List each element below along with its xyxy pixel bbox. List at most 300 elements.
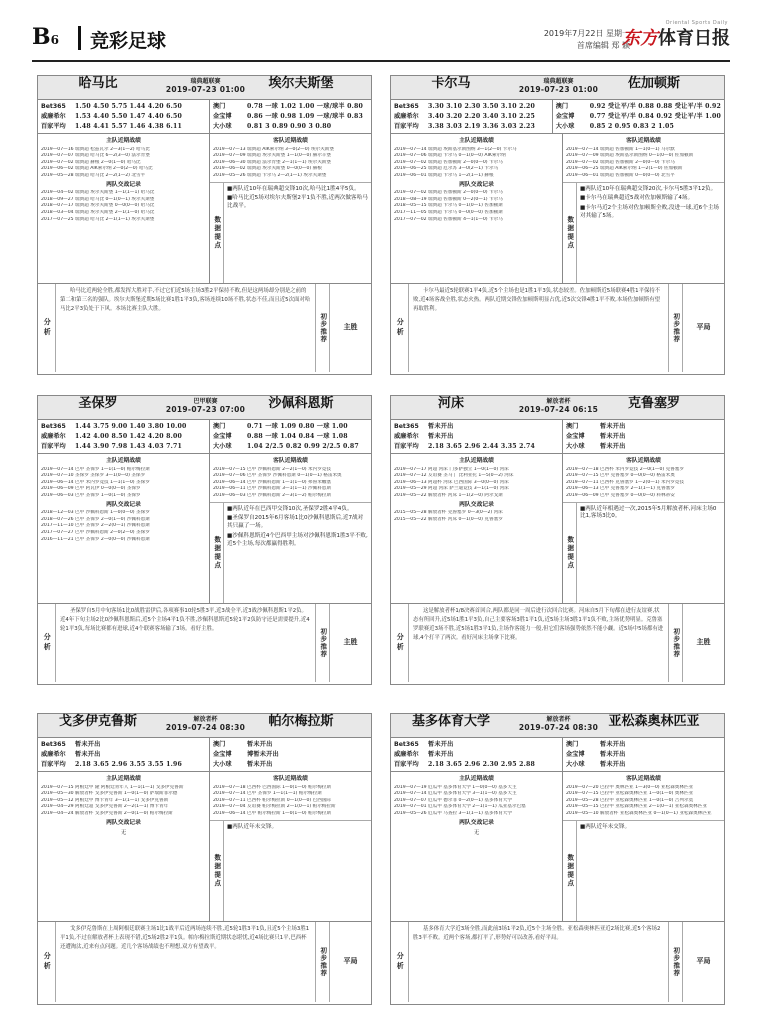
odds-label: 百家平均 <box>41 443 66 451</box>
tips-list <box>224 821 371 921</box>
odds-value: 3.38 3.03 2.19 3.36 3.03 2.23 <box>428 123 535 131</box>
odds-row-over-under <box>213 760 368 770</box>
odds-value: 暂未开出 <box>600 761 626 769</box>
record-row: 2019—06—02 瑞典超 埃尔夫斯堡 0—0(0—0) 赫根 <box>213 166 322 172</box>
record-row: 2019—07—13 瑞典超 AIK索尔纳 3—0(2—0) 埃尔夫斯堡 <box>213 146 334 152</box>
record-row: 2019—07—15 巴甲 沙佩科恩斯 2—2(1—0) 米内罗竞技 <box>213 466 331 472</box>
record-row: 2019—07—20 巴拉甲 奥林匹亚 1—3(0—0) 亚松森奥林匹亚 <box>566 784 694 790</box>
record-row: 2019—07—07 瑞典超 哈马比 6—2(3—0) 法尔肯堡 <box>41 153 150 159</box>
home-records <box>391 454 563 603</box>
analysis-section <box>391 284 724 372</box>
tips-label: 数据提点 <box>210 503 224 603</box>
league-name: 解放者杯 <box>193 716 218 723</box>
odds-label: 大小球 <box>213 123 232 131</box>
title-divider <box>78 26 81 50</box>
odds-label: 威廉希尔 <box>394 751 419 759</box>
analysis-label: 分析 <box>391 284 409 372</box>
match-header <box>391 76 724 100</box>
odds-row-over-under <box>556 122 721 132</box>
record-row: 2019—04—29 阿根廷超 戈多伊克鲁斯 2—2(1—1) 博卡青年 <box>41 804 169 810</box>
asian-odds <box>210 738 371 771</box>
home-team: 哈马比 <box>78 76 118 91</box>
away-and-tips <box>563 772 724 921</box>
odds-row-macau <box>213 740 368 750</box>
odds-value: 暂未开出 <box>247 761 273 769</box>
league-name: 解放者杯 <box>546 716 571 723</box>
odds-row-jinbao <box>213 112 368 122</box>
tips-label: 数据提点 <box>563 503 577 603</box>
record-row: 2019—07—17 阿超 河床 门多萨独立 1—0(1—0) 河床 <box>394 466 509 472</box>
records-section <box>391 134 724 284</box>
away-and-tips <box>210 134 371 283</box>
away-records <box>210 134 371 183</box>
odds-row-bet365 <box>394 422 559 432</box>
record-row: 2017—07—02 瑞典超 佐加顿斯 4—1(1—0) 卡尔马 <box>394 216 503 222</box>
home-team: 卡尔马 <box>431 76 471 91</box>
analysis-label: 分析 <box>38 604 56 682</box>
records-section <box>391 454 724 604</box>
odds-row-average <box>394 760 559 770</box>
odds-row-macau <box>566 740 721 750</box>
odds-value: 暂未开出 <box>600 741 626 749</box>
data-tips <box>210 503 371 603</box>
analysis-text: 戈多伊克鲁斯在上周阿根廷联赛主场1比1战平后近两场连续不胜,近5轮1胜3平1负,且近5个主场3胜1平1负,不过在解放者杯上表现不错,近5场2胜2平1负。帕尔梅拉斯近期状态堪忧,近4场比赛只1平,巴西杯还遭淘汰,近来有点问题。近几个客场战绩也不理想,双方有望战平。 <box>60 926 310 950</box>
odds-value: 3.30 3.10 2.30 3.50 3.10 2.20 <box>428 103 535 111</box>
h2h-title: 两队交战记录 <box>459 501 494 508</box>
odds-row-over-under <box>566 442 721 452</box>
analysis-label: 分析 <box>38 284 56 372</box>
home-records <box>38 454 210 603</box>
record-row: 2019—06—13 阿超杯 河床 巴西国际 3—0(0—0) 河床 <box>394 479 509 485</box>
record-row: 2019—07—14 巴甲 圣保罗 1—1(1—1) 帕尔梅拉斯 <box>213 791 322 797</box>
h2h-none: 无 <box>120 830 127 837</box>
home-records <box>391 772 563 921</box>
record-row: 2019—06—25 瑞典超 AIK索尔纳 1—2(1—0) 佐加顿斯 <box>566 166 683 172</box>
data-tips <box>210 183 371 283</box>
odds-value: 暂未开出 <box>428 433 454 441</box>
odds-value: 0.88 一球 1.04 0.84 一球 1.08 <box>247 433 348 441</box>
tips-list <box>224 503 371 603</box>
record-row: 2019—07—09 瑞典超 埃尔夫斯堡 1—1(0—0) 赫尔辛堡 <box>213 153 331 159</box>
record-row: 2019—07—15 巴甲 克鲁塞罗 0—0(0—0) 格雷米奥 <box>566 473 675 479</box>
away-team: 亚松森奥林匹亚 <box>608 714 700 729</box>
odds-value: 0.71 一球 1.09 0.80 一球 1.00 <box>247 423 348 431</box>
away-records <box>563 134 724 183</box>
odds-label: 金宝博 <box>555 113 575 121</box>
record-row: 2018—05—15 瑞典超 卡尔马 0—1(0—1) 佐加顿斯 <box>394 203 503 209</box>
recommend-label: 初步推荐 <box>316 604 330 682</box>
record-row: 2019—07—02 瑞典超 赫根 2—0(1—0) 哈马比 <box>41 159 141 165</box>
analysis-section <box>38 922 371 1002</box>
editors: 首席编辑 郑 颖 <box>576 41 630 50</box>
data-tips <box>563 183 724 283</box>
odds-label: 澳门 <box>213 741 226 749</box>
record-row: 2019—07—04 友谊赛 帕尔梅拉斯 2—1(0—1) 帕尔梅拉斯 <box>213 804 336 810</box>
league-name: 巴甲联赛 <box>193 398 218 405</box>
odds-label: 澳门 <box>555 103 569 111</box>
odds-row-william-hill <box>394 750 559 760</box>
away-team: 帕尔梅拉斯 <box>268 714 334 729</box>
record-row: 2019—05—30 解放者杯 戈多伊克鲁斯 1—0(1—0) 萨瑞斯菲尔德 <box>41 791 178 797</box>
record-row: 2019—06—09 巴甲 阿瓦伊 0—0(0—0) 圣保罗 <box>41 486 141 492</box>
record-row: 2018—09—27 瑞典超 哈马比 0—1(0—1) 埃尔夫斯堡 <box>41 196 155 202</box>
european-odds <box>38 420 210 453</box>
asian-odds <box>553 100 724 133</box>
odds-label: Bet365 <box>41 103 66 111</box>
tip-item: ■两队近10年在瑞典超交锋20次,卡尔马5胜3平12负。 <box>580 185 717 192</box>
record-row: 2019—05—22 解放者杯 河床 1—1(2—0) 阿尔戈斯 <box>394 492 503 498</box>
record-row: 2019—07—18 巴西杯 巴西国际 1—0(1—0) 帕尔梅拉斯 <box>213 784 331 790</box>
odds-row-jinbao <box>213 750 368 760</box>
match-card <box>37 713 372 1005</box>
odds-value: 暂未开出 <box>600 751 626 759</box>
data-tips <box>563 821 724 921</box>
masthead <box>32 20 730 64</box>
away-recent-title: 客队近期战绩 <box>273 458 308 464</box>
odds-value: 暂未开出 <box>600 423 626 431</box>
record-row: 2019—07—12 友谊赛 圣马丁 比利亚托 1—5(0—2) 河床 <box>394 473 514 479</box>
recommendation <box>315 284 371 372</box>
record-row: 2019—07—06 巴甲 圣保罗 沙佩科恩斯 0—1(0—1) 格雷米奥 <box>213 473 342 479</box>
record-row: 2019—07—19 厄瓜甲 基多体育大学 1—0(0—0) 基多天主 <box>394 784 517 790</box>
recommend-label: 初步推荐 <box>316 284 330 372</box>
home-team: 基多体育大学 <box>411 714 490 729</box>
recommend-value: 主胜 <box>343 323 358 332</box>
away-recent-title: 客队近期战绩 <box>626 458 661 464</box>
away-recent-title: 客队近期战绩 <box>626 138 661 144</box>
recommend-label: 初步推荐 <box>316 922 330 1002</box>
asian-odds <box>563 738 724 771</box>
league-name: 瑞典超联赛 <box>543 78 574 85</box>
away-and-tips <box>210 772 371 921</box>
odds-value: 2.18 3.65 2.96 2.44 3.35 2.74 <box>428 443 535 451</box>
record-row: 2017—07—27 巴甲 沙佩科恩斯 2—0(2—0) 圣保罗 <box>41 529 150 535</box>
record-row: 2019—06—03 巴甲 沙佩科恩斯 2—3(1—2) 帕尔梅拉斯 <box>213 492 331 498</box>
record-row: 2019—07—14 厄瓜甲 基多体育大学 3—1(1—0) 基多天主 <box>394 791 517 797</box>
record-row: 2017—11—10 巴甲 圣保罗 2—2(0—1) 沙佩科恩斯 <box>41 523 150 529</box>
record-row: 2019—07—15 阿根廷甲 隆 阿根廷青年人 1—1(1—1) 戈多伊克鲁斯 <box>41 784 184 790</box>
tip-item: ■两队近年相遇过一次,2015年5月解放者杯,河床主场0比1,客场3比0。 <box>580 505 717 520</box>
tip-item: ■两队近年未交锋。 <box>580 823 631 830</box>
odds-value: 暂未开出 <box>75 741 101 749</box>
odds-value: 1.53 4.40 5.50 1.47 4.40 6.50 <box>75 113 182 121</box>
analysis-label: 分析 <box>391 604 409 682</box>
analysis-section <box>38 284 371 372</box>
issue-date: 2019年7月22日 星期一 <box>543 29 630 38</box>
recommendation <box>315 922 371 1002</box>
recommend-label: 初步推荐 <box>669 284 683 372</box>
recommend-value: 平局 <box>696 323 711 332</box>
asian-odds <box>563 420 724 453</box>
odds-label: 澳门 <box>213 103 226 111</box>
record-row: 2019—07—11 巴西杯 克鲁塞罗 1—2(0—1) 米内罗竞技 <box>566 479 684 485</box>
odds-value: 0.81 3 0.89 0.90 3 0.80 <box>247 123 332 131</box>
away-records <box>563 454 724 503</box>
analysis-label: 分析 <box>38 922 56 1002</box>
away-team: 佐加顿斯 <box>627 76 680 91</box>
home-team: 河床 <box>437 396 464 411</box>
match-card <box>37 395 372 685</box>
odds-row-over-under <box>213 122 368 132</box>
tip-item: ■两队近10年在瑞典超交锋10次,哈马比1胜4平5负。 <box>227 185 360 192</box>
paper-english-name: Oriental Sports Daily <box>665 20 728 26</box>
match-time: 2019-07-24 08:30 <box>165 722 246 732</box>
odds-row-macau <box>556 102 721 112</box>
record-row: 2019—05—12 阿根廷甲 博卡青年 3—1(1—1) 戈多伊克鲁斯 <box>41 797 169 803</box>
recommendation <box>315 604 371 682</box>
european-odds <box>391 420 563 453</box>
odds-label: 百家平均 <box>394 443 419 451</box>
odds-value: 暂未开出 <box>247 741 273 749</box>
tips-label: 数据提点 <box>210 183 224 283</box>
date-line <box>544 28 630 52</box>
match-card <box>390 75 725 375</box>
record-row: 2018—07—26 巴甲 圣保罗 2—0(1—0) 沙佩科恩斯 <box>41 516 150 522</box>
match-time: 2019-07-23 01:00 <box>518 84 599 94</box>
odds-value: 2.18 3.65 2.96 2.30 2.95 2.88 <box>428 761 535 769</box>
record-row: 2019—05—15 巴拉甲 亚松森奥林匹亚 2—1(0—1) 亚松森奥林匹亚 <box>566 804 707 810</box>
odds-row-average <box>394 122 549 132</box>
odds-row-william-hill <box>41 750 206 760</box>
h2h-title: 两队交战记录 <box>106 181 141 188</box>
odds-label: Bet365 <box>41 741 66 749</box>
recommendation <box>668 284 724 372</box>
match-card <box>390 713 725 1005</box>
asian-odds <box>210 100 371 133</box>
match-header <box>391 714 724 738</box>
asian-odds <box>210 420 371 453</box>
odds-label: 大小球 <box>213 443 232 451</box>
records-section <box>391 772 724 922</box>
odds-table <box>391 100 724 134</box>
odds-row-jinbao <box>213 432 368 442</box>
away-records <box>210 454 371 503</box>
record-row: 2019—07—09 瑞典超 埃斯基尔斯图纳 0—1(0—0) 佐加顿斯 <box>566 153 694 159</box>
odds-row-william-hill <box>394 112 549 122</box>
record-row: 2019—07—07 厄瓜甲 德尔菲 0—2(0—1) 基多体育大学 <box>394 797 512 803</box>
odds-row-average <box>394 442 559 452</box>
odds-value: 1.04 2/2.5 0.82 0.99 2/2.5 0.87 <box>247 443 359 451</box>
odds-label: 金宝博 <box>213 113 232 121</box>
odds-value: 0.85 2 0.95 0.83 2 1.05 <box>589 123 674 131</box>
record-row: 2018—07—17 瑞典超 埃尔夫斯堡 0—0(0—0) 哈马比 <box>41 203 155 209</box>
match-time: 2019-07-23 07:00 <box>165 404 246 414</box>
away-team: 埃尔夫斯堡 <box>268 76 334 91</box>
odds-table <box>38 420 371 454</box>
record-row: 2019—05—26 厄瓜甲 马查拉 3—1(1—1) 基多体育大学 <box>394 810 512 816</box>
tips-list <box>577 183 724 283</box>
odds-row-macau <box>213 102 368 112</box>
odds-label: 澳门 <box>566 423 579 431</box>
tip-item: ■卡尔马在瑞典超近5战对佐加顿斯输了4场。 <box>580 195 694 202</box>
odds-table <box>391 420 724 454</box>
odds-value: 2.18 3.65 2.96 3.55 3.55 1.96 <box>75 761 182 769</box>
h2h-title: 两队交战记录 <box>459 819 494 826</box>
odds-label: 百家平均 <box>41 123 66 131</box>
odds-label: 威廉希尔 <box>41 433 66 441</box>
record-row: 2019—06—14 巴甲 米内罗竞技 1—1(1—0) 圣保罗 <box>41 479 150 485</box>
recommend-label: 初步推荐 <box>669 604 683 682</box>
record-row: 2017—07—25 瑞典超 哈马比 2—1(1—1) 埃尔夫斯堡 <box>41 216 155 222</box>
record-row: 2018—08—19 瑞典超 佐加顿斯 0—2(0—1) 卡尔马 <box>394 196 503 202</box>
home-recent-title: 主队近期战绩 <box>106 458 141 464</box>
odds-value: 0.78 一球 1.02 1.00 一球/球半 0.80 <box>247 103 364 111</box>
analysis-text: 这是解放者杯1/8决赛首回合,两队都是同一周后进行次回合比赛。河床自5月下旬都在进行友谊赛,状态有所回升,近5场1胜1平3负,自己主要客场3胜1平1负,近5场主场3胜1平1负不败,主场优势明显。克鲁塞罗联赛近3场不胜,近5场1胜3平1负,主场作客能力一般,但它们客场强势依然不能小觑。近5场中5场都有进球,4个打平了两次。看好河床主场拿下比赛。 <box>413 608 664 641</box>
record-row: 2019—07—10 圣保罗 圣保罗 3—1(0—0) 圣保罗 <box>41 473 146 479</box>
record-row: 2018—03—04 瑞典超 埃尔夫斯堡 2—1(1—0) 哈马比 <box>41 209 155 215</box>
record-row: 2019—06—09 巴甲 克鲁塞罗 0—0(0—0) 科林蒂安 <box>566 492 675 498</box>
home-records <box>38 772 210 921</box>
match-card <box>390 395 725 685</box>
home-team: 圣保罗 <box>78 396 118 411</box>
record-row: 2019—07—16 瑞典超 松兹瓦尔 2—3(1—2) 哈马比 <box>41 146 150 152</box>
away-recent-title: 客队近期战绩 <box>273 138 308 144</box>
home-recent-title: 主队近期战绩 <box>459 458 494 464</box>
record-row: 2019—06—25 瑞典超 厄尔苏 3—0(2—1) 卡尔马 <box>394 166 499 172</box>
odds-label: 百家平均 <box>394 123 419 131</box>
european-odds <box>38 100 210 133</box>
odds-value: 暂未开出 <box>428 741 454 749</box>
record-row: 2019—07—11 巴西杯 帕尔梅拉斯 0—1(0—0) 巴西国际 <box>213 797 331 803</box>
odds-row-macau <box>566 422 721 432</box>
recommendation <box>668 922 724 1002</box>
odds-value: 0.77 受让平/半 0.84 0.92 受让平/半 1.00 <box>589 113 721 121</box>
odds-value: 1.50 4.50 5.75 1.44 4.20 6.50 <box>75 103 182 111</box>
record-row: 2019—06—02 瑞典超 AIK索尔纳 2—0(2—0) 哈马比 <box>41 166 153 172</box>
odds-label: 威廉希尔 <box>394 113 419 121</box>
home-recent-title: 主队近期战绩 <box>106 138 141 144</box>
record-row: 2015—05—22 解放者杯 河床 0—1(0—0) 克鲁塞罗 <box>394 516 503 522</box>
odds-label: Bet365 <box>41 423 66 431</box>
data-tips <box>210 821 371 921</box>
record-row: 2019—07—14 瑞典超 埃斯基尔斯图纳 3—1(2—0) 卡尔马 <box>394 146 517 152</box>
analysis-section <box>391 604 724 682</box>
odds-row-jinbao <box>566 750 721 760</box>
record-row: 2019—06—30 瑞典超 法尔肯堡 2—1(1—1) 埃尔夫斯堡 <box>213 159 331 165</box>
match-card <box>37 75 372 375</box>
tips-label: 数据提点 <box>563 821 577 921</box>
h2h-none: 无 <box>473 830 480 837</box>
record-row: 2019—07—02 瑞典超 佐加顿斯 2—0(0—0) 卡尔马 <box>394 190 503 196</box>
tips-list <box>577 821 724 921</box>
odds-row-jinbao <box>566 432 721 442</box>
away-and-tips <box>210 454 371 603</box>
tips-label: 数据提点 <box>210 821 224 921</box>
tips-label: 数据提点 <box>563 183 577 283</box>
masthead-rule <box>32 60 730 62</box>
league-name: 瑞典超联赛 <box>190 78 221 85</box>
odds-label: 百家平均 <box>41 761 66 769</box>
section-title: 竞彩足球 <box>90 30 167 52</box>
odds-value: 0.92 受让平/半 0.88 0.88 受让平/半 0.92 <box>589 103 721 111</box>
odds-label: Bet365 <box>394 423 419 431</box>
odds-value: 博暂未开出 <box>247 751 279 759</box>
tip-item: ■卡尔马近2个主场对佐加顿斯全败,没进一球,近6个主场对其输了5场。 <box>580 205 720 219</box>
record-row: 2019—04—24 解放者杯 戈多伊克鲁斯 2—0(1—0) 帕尔梅拉斯 <box>41 810 173 816</box>
record-row: 2015—05—28 解放者杯 克鲁塞罗 0—3(0—2) 河床 <box>394 510 503 516</box>
odds-value: 暂未开出 <box>428 751 454 759</box>
away-team: 沙佩科恩斯 <box>268 396 334 411</box>
odds-value: 暂未开出 <box>75 751 101 759</box>
away-and-tips <box>563 454 724 603</box>
away-and-tips <box>563 134 724 283</box>
odds-label: 澳门 <box>213 423 226 431</box>
record-row: 2019—05—29 阿超 河床 萨兰迪竞技 3—1(1—0) 河床 <box>394 486 509 492</box>
odds-label: 大小球 <box>566 761 585 769</box>
paper-logo: 东方体育日报 <box>622 28 730 49</box>
odds-label: Bet365 <box>394 741 419 749</box>
odds-table <box>38 100 371 134</box>
home-recent-title: 主队近期战绩 <box>459 138 494 144</box>
record-row: 2019—05—28 瑞典超 哈马比 2—2(1—2) 北雪平 <box>41 172 146 178</box>
odds-row-william-hill <box>41 432 206 442</box>
record-row: 2019—05—28 巴拉甲 亚松森奥林匹亚 1—0(1—0) 吉列尔莫 <box>566 797 694 803</box>
record-row: 2019—07—01 厄瓜甲 基多体育大学 2—1(1—1) 瓜亚基尔巴塞 <box>394 804 526 810</box>
odds-row-macau <box>213 422 368 432</box>
odds-row-william-hill <box>41 112 206 122</box>
record-row: 2019—07—18 巴西杯 米内罗竞技 2—0(1—0) 克鲁塞罗 <box>566 466 684 472</box>
tip-item: ■圣保罗自2015年6月客场1比0沙佩科恩斯后,近7战对其只赢了一场。 <box>227 515 364 530</box>
analysis-text: 哈马比近两轮全胜,都发挥大胜对手,不过它们近5场主场3胜2平保持不败,但是这两场却分别是之前的第二和第三名的强队。埃尔夫斯堡近期5场比赛1胜1平3负,客场连续10场不胜,状态不佳,而且近5次面对哈马比2平3负处于下风。本场比赛主队大胜。 <box>60 288 311 312</box>
match-header <box>38 76 371 100</box>
home-recent-title: 主队近期战绩 <box>106 776 141 782</box>
away-records <box>210 772 371 821</box>
odds-row-william-hill <box>394 432 559 442</box>
home-team: 戈多伊克鲁斯 <box>58 714 137 729</box>
record-row: 2019—06—11 巴甲 沙佩科恩斯 3—1(1—1) 沙佩科恩斯 <box>213 486 331 492</box>
odds-value: 暂未开出 <box>600 433 626 441</box>
record-row: 2019—07—06 瑞典超 卡尔马 0—1(0—0) AIK索尔纳 <box>394 153 506 159</box>
european-odds <box>38 738 210 771</box>
odds-row-average <box>41 760 206 770</box>
record-row: 2019—06—14 巴甲 沙佩科恩斯 1—1(1—0) 弗鲁米嫩塞 <box>213 479 331 485</box>
record-row: 2018—12—03 巴甲 沙佩科恩斯 1—0(0—0) 圣保罗 <box>41 510 150 516</box>
away-recent-title: 客队近期战绩 <box>273 776 308 782</box>
match-time: 2019-07-23 01:00 <box>165 84 246 94</box>
tip-item: ■沙佩科恩斯近4个巴西甲主场对沙佩科恩斯1胜3平不败,近5个主场,每次都赢得胜利。 <box>227 532 368 547</box>
odds-label: 大小球 <box>213 761 232 769</box>
record-row: 2019—07—02 瑞典超 佐加顿斯 2—0(0—0) 卡尔马 <box>394 159 503 165</box>
h2h-title: 两队交战记录 <box>106 501 141 508</box>
odds-label: 大小球 <box>566 443 585 451</box>
odds-label: 金宝博 <box>566 433 585 441</box>
odds-label: 澳门 <box>566 741 579 749</box>
odds-row-average <box>41 442 206 452</box>
record-row: 2019—05—26 瑞典超 卡尔马 2—2(1—1) 埃尔夫斯堡 <box>213 172 327 178</box>
records-section <box>38 772 371 922</box>
record-row: 2019—05—10 解放者杯 亚松森奥林匹亚 0—1(0—1) 亚松森奥林匹亚 <box>566 810 712 816</box>
record-row: 2019—04—02 瑞典超 埃尔夫斯堡 1—1(1—1) 哈马比 <box>41 190 155 196</box>
analysis-text: 卡尔马最近5轮联赛1平4负,近5个主场也是1胜1平3负,状态较差。佐加顿斯近5场联赛4胜1平保持不败,近4场客战全胜,状态火热。两队近期交锋佐加顿斯明显占优,近5次交锋4胜1平不败,本场佐加顿斯有望再取胜利。 <box>413 288 661 312</box>
match-header <box>38 714 371 738</box>
odds-row-bet365 <box>41 102 206 112</box>
odds-row-average <box>41 122 206 132</box>
record-row: 2019—07—15 巴拉甲 亚松森奥林匹亚 1—0(1—0) 奥林匹亚 <box>566 791 694 797</box>
odds-table <box>38 738 371 772</box>
recommend-value: 平局 <box>343 957 358 966</box>
analysis-label: 分析 <box>391 922 409 1002</box>
analysis-text: 基多体育大学近3场全胜,而此前3场1平2负,近5个主场全胜。亚松森奥林匹亚近2场比赛,近5个客场2胜3平不败。近两个客场,都打平了,形势好可以改善,看好平局。 <box>413 926 661 941</box>
record-row: 2019—06—03 巴甲 圣保罗 1—0(1—0) 圣保罗 <box>41 492 141 498</box>
tip-item: ■两队近年在巴西甲交锋10次,圣保罗2胜4平4负。 <box>227 505 353 512</box>
recommend-value: 主胜 <box>343 638 358 647</box>
record-row: 2019—07—14 瑞典超 佐加顿斯 1—1(0—1) 马尔默 <box>566 146 675 152</box>
record-row: 2019—06—01 瑞典超 佐加顿斯 0—0(0—0) 北雪平 <box>566 172 675 178</box>
european-odds <box>391 738 563 771</box>
odds-label: Bet365 <box>394 103 419 111</box>
away-records <box>563 772 724 821</box>
recommend-label: 初步推荐 <box>669 922 683 1002</box>
